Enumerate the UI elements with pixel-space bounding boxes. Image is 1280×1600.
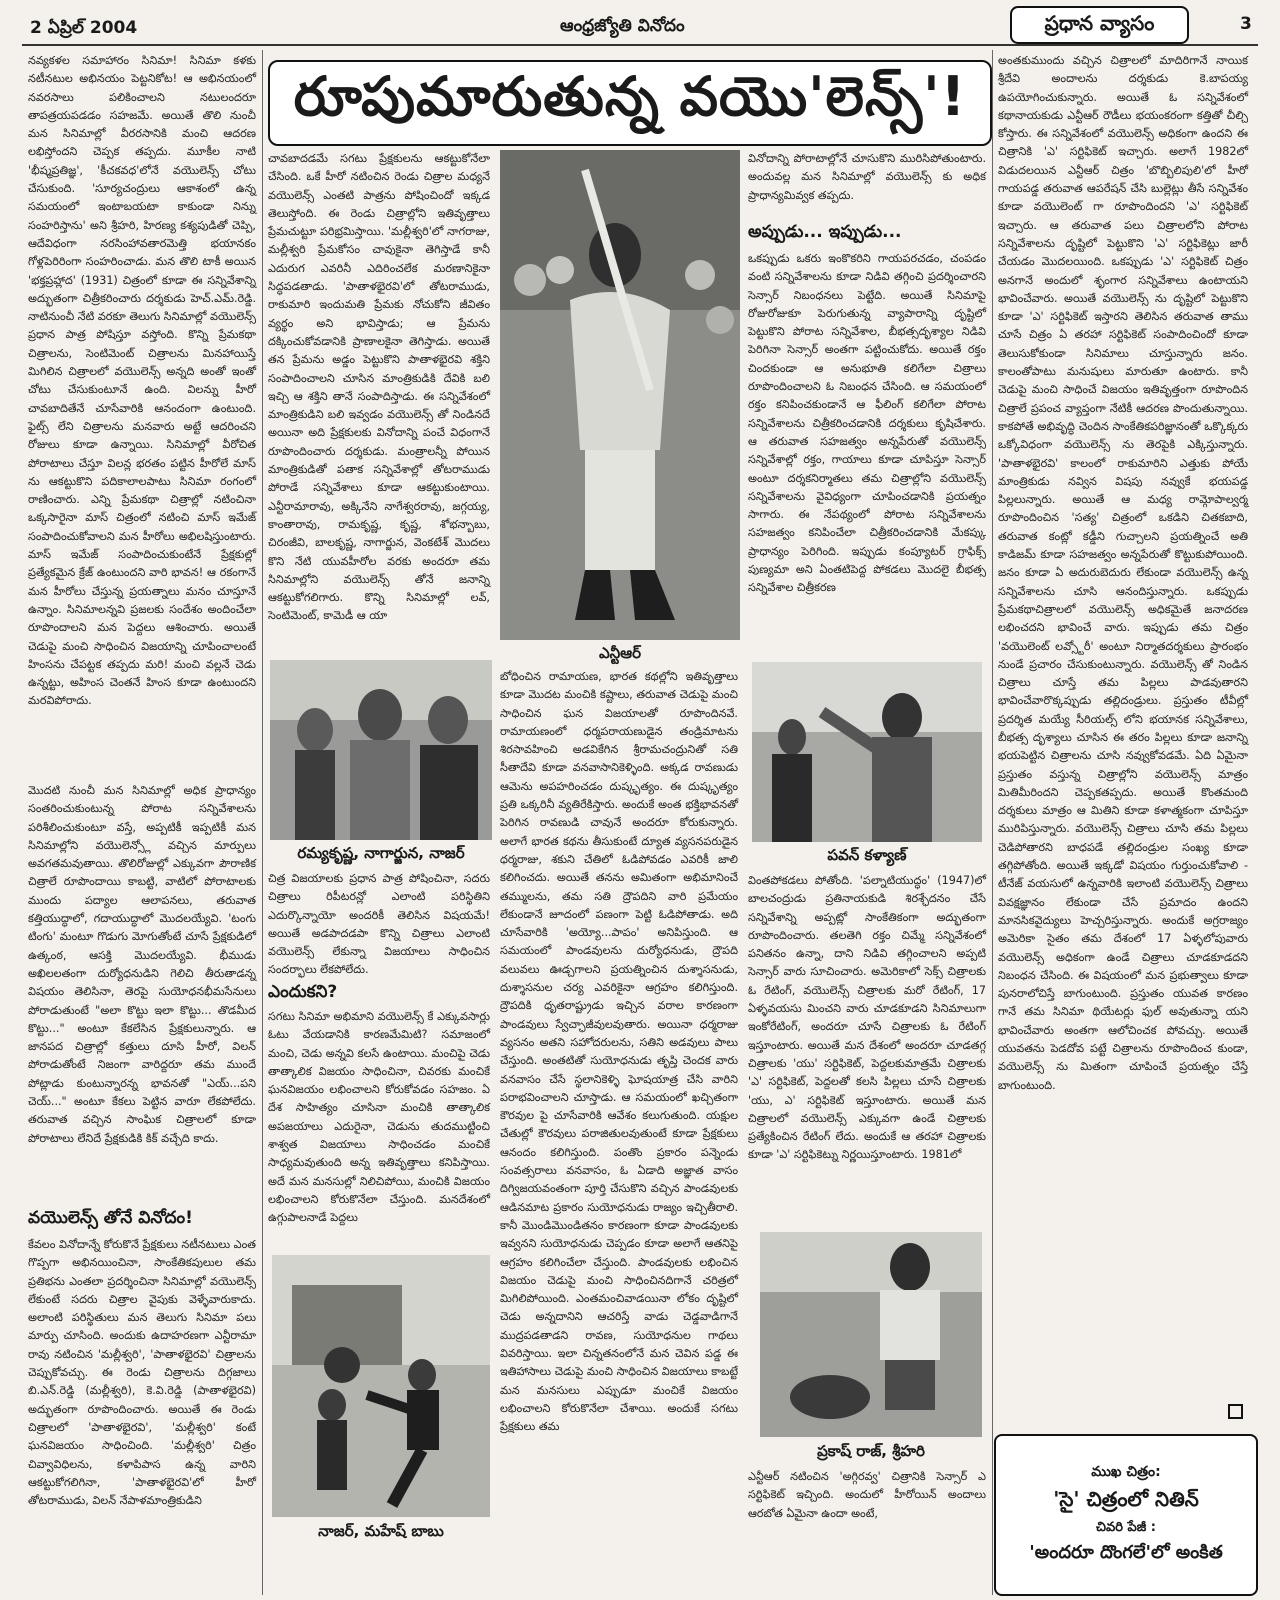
article-col1-part1: నవ్యకళల సమాహారం సినిమా! సినిమా కళకు నటీనటుల అభినయం పెట్టనికోట! ఆ అభినయంలో నవరసాలు పలికించాలని నటులందరూ తాపత్రయపడడం సహజమే. అయితే తొలి నుంచీ మన సినిమాల్లో వీరరసానికి మంచి ఆదరణ లభిస్తోందని చెప్పక తప్పదు. మూకీల నాటి 'భీష్మప్రతిజ్ఞ', 'కీచకవధ'లోనే వయొలెన్స్ చోటు చేసుకుంది. 'సూర్యచంద్రులు ఆకాశంలో ఉన్న సమయంలో ఇంటాబయటా కాకుండా నిన్ను సంహరిస్తాను' అని శ్రీహరి, హిరణ్య కశ్యపుడితో చెప్పి, ఆదేవిధంగా నరసింహావతారమెత్తి భయానకం గోళ్లపెరిరింగా సంహరించాడు. మన తొలి టాకీ అయిన 'భక్తప్రహ్లాద' (1931) చిత్రంలో కూడా ఈ సన్నివేశాన్ని అద్భుతంగా చిత్రీకరించారు దర్శకుడు హెచ్.ఎమ్.రెడ్డి. నాటినుంచీ నేటి వరకూ తెలుగు సినిమాల్లో వయొలెన్స్ ప్రధాన పాత్ర పోషిస్తూ వస్తోంది. కొన్ని ప్రేమకథా చిత్రాలను, సెంటిమెంట్ చిత్రాలను మినహాయిస్తే మిగిలిన చిత్రాలలో వయొలెన్స్ అన్నది అంతో ఇంతో చోటు చేసుకుంటూనే ఉంది. విలన్ను హీరో చావబాదితేనే చూసేవారికి ఆనందంగా ఉంటుంది. ఫైట్స్ లేని చిత్రాలను మనవారు అట్టే ఆదరించని రోజులు కూడా ఉన్నాయి. సినిమాల్లో వీరోచిత పోరాటాలు చేస్తూ విలన్ల భరతం పట్టిన హీరోలే మాస్ ను ఆకట్టుకొని పదికాలాలపాటు సినిమా రంగంలో రాణించారు. ఎన్ని ప్రేమకథా చిత్రాల్లో నటించినా ఒక్కసారైనా మాస్ చిత్రంలో నటించి మాస్ ఇమేజ్ సంపాదించుకోవాలని మన హీరోలు అభిలషిస్తుంటారు. మాస్ ఇమేజ్ సంపాదించుకుంటేనే ప్రేక్షకుల్లో ప్రత్యేకమైన క్రేజ్ ఉంటుందని వారి భావన! ఆ రకంగానే మన హీరోలు చేస్తున్న ప్రయత్నాలు మనం చూస్తూనే ఉన్నాం. సినిమాలన్నవి ప్రజలకు సందేశం అందించేలా రూపొందాలని మన పెద్దలు ఆశించారు. అయితే చెడుపై మంచి సాధించిన విజయాన్ని చూపించాలంటే హింసను చేపట్టక తప్పదు మరి! మంచి వల్లనే చెడు ఉన్నట్టు, అహింస చెంతనే హింస కూడా ఉంటుందని మరవిపోరాదు. [28,54,256,708]
photo-ntr [500,150,740,640]
cover-title: 'సై' చిత్రంలో నితిన్ [1053,1486,1199,1511]
article-col2-part2: చిత్ర విజయాలకు ప్రధాన పాత్ర పోషించినా, సదరు చిత్రాలు రిపీటరన్లో ఎలాంటి పరిస్థితిని ఎదుర్కొన్నాయో అందరికీ తెలిసిన విషయమే! అయితే అడపాదడపా కొన్ని చిత్రాలు ఎలాంటి వయొలెన్స్ లేకున్నా విజయాలు సాధించిన సందర్భాలు లేకపోలేదు. [268,872,490,977]
caption-ntr: ఎన్టీఆర్ [598,644,642,662]
cover-info-box [994,1434,1258,1596]
issue-date: 2 ఏప్రిల్ 2004 [30,18,138,38]
newspaper-name: ఆంధ్రజ్యోతి వినోదం [560,16,685,36]
cover-label: ముఖ చిత్రం: [1091,1463,1161,1480]
photo-nasser-maheshbabu [272,1255,490,1517]
article-col4-part2: ఒకప్పుడు ఒకరు ఇంకొకరిని గాయపరచడం, చంపడం వంటి సన్నివేశాలను కూడా నిడివి తగ్గించి ప్రదర్శించారని సెన్సార్ నిబంధనలు పెట్టేది. అయితే సినిమాపై రోజురోజుకూ పెరుగుతున్న వ్యాపారాన్ని దృష్టిలో పెట్టుకొని పోరాట సన్నివేశాల, బీభత్సదృశ్యాల నిడివి పెరిగినా సెన్సార్ అంతగా పట్టించుకోదు. అయితే రక్తం చిందకుండా ఆ అనుభూతి కలిగేలా చిత్రాలు రూపొందించాలని ఓ నిబంధన చేసింది. ఆ సమయంలో రక్తం కనిపించకుండానే ఆ ఫీలింగ్ కలిగేలా పోరాట సన్నివేశాలను చిత్రీకరించడానికి దర్శకులు కృషిచేశారు. ఆ తరువాత సహజత్వం అన్నపేరుతో వయొలెన్స్ సన్నివేశాల్లో రక్తం, గాయాలు కూడా చూపిస్తూ సెన్సార్ అంటూ దర్శకనిర్మాతలు తమ చిత్రాల్లోని వయొలెన్స్ సన్నివేశాలను వైవిధ్యంగా చూపించడానికి ప్రయత్నం సాగారు. ఈ నేపథ్యంలో పోరాట సన్నివేశాలను సహజత్వం కనిపించేలా చిత్రీకరించడానికి మేకప్కు ప్రాధాన్యం పెరిగింది. ఇప్పుడు కంప్యూటర్ గ్రాఫిక్స్ పుణ్యమా అని ఏంతటిపెద్ద పోకడలు మొదలై బీభత్స సన్నివేశాల చిత్రీకరణ [748,252,986,595]
back-page-title: 'అందరూ దొంగలే'లో అంకిత [1029,1541,1223,1563]
article-col5: అంతకుముందు వచ్చిన చిత్రాలలో మాదిరిగానే నాయిక శ్రీదేవి అందాలను దర్శకుడు కె.బాపయ్య ఉపయోగించుకున్నారు. అయితే ఓ సన్నివేశంలో కథానాయకుడు ఎన్టీఆర్ రౌడీలు భయంకరంగా కత్తితో చీల్చి కోస్తారు. ఈ సన్నివేశంలో వయొలెన్స్ అధికంగా ఉందని ఈ చిత్రానికి 'ఎ' సర్టిఫికెట్ ఇచ్చారు. అలాగే 1982లో విడుదలయిన ఎన్టీఆర్ చిత్రం 'బొబ్బిలిపులి'లో హీరో గాయపడ్డ తరువాత ఆపరేషన్ చేసి బుల్లెట్లు తీసే సన్నివేశం కూడా వయొలెంట్ గా రూపొందిందని 'ఎ' సర్టిఫికెట్ ఇచ్చారు. ఆ తరువాత పలు చిత్రాలలోని పోరాట సన్నివేశాలను దృష్టిలో పెట్టుకొని 'ఎ' సర్టిఫికెట్లు జారీ చేయడం మొదలయింది. ఒకప్పుడు 'ఎ' సర్టిఫికెట్ చిత్రం అనగానే అందులో శృంగార సన్నివేశాలు ఉంటాయని భావించేవారు. అయితే వయొలెన్స్ ను దృష్టిలో పెట్టుకొని కూడా 'ఎ' సర్టిఫికెట్ ఇస్తారని తెలిసిన తరువాత తాము చూసే చిత్రం ఏ తరహా సర్టిఫికెట్ సంపాదించిందో కూడా తెలుసుకోకుండా సినిమాలు చూస్తున్నారు జనం. కాలంతోపాటు మనుషులు మారుతూ ఉంటారు. కానీ చెడుపై మంచి సాధించే విజయం ఇతివృత్తంగా రూపొందిన చిత్రాలే ప్రపంచ వ్యాప్తంగా నేటికీ ఆదరణ పొందుతున్నాయి. కాకపోతే అభివృద్ధి చెందిన సాంకేతికపరిజ్ఞానంతో ఒక్కొక్కరు ఒక్కోవిధంగా వయొలెన్స్ ను తెరపైకి ఎక్కిస్తున్నారు. 'పాతాళభైరవి' కాలంలో రాకుమారిని ఎత్తుకు పోయే మాంత్రికుడు నవ్విన విషపు నవ్వుకే భయపడ్డ పిల్లలున్నారు. అయితే ఆ మధ్య రామ్గోపాల్వర్మ రూపొందించిన 'సత్య' చిత్రంలో ఒకడిని చితకబాది, తరువాత కంట్లో కడ్డీని గుచ్చాలని ప్రయత్నించే అతి కాడిజమ్ కూడా సహజత్వం అన్నపేరుతో కొట్టుకుపోయింది. జనం కూడా ఏ అదురుబెదురు లేకుండా వయొలెన్స్ ఉన్న సన్నివేశాలను చూసి ఆనందిస్తున్నారు. ఒకప్పుడు ప్రేమకథాచిత్రాలలో వయొలెన్స్ అధికమైతే జనాదరణ లభించదని భావించే వారు. ఇప్పుడు తమ చిత్రం 'వయొలెంట్ లవ్స్టోరీ' అంటూ నిర్మాతదర్శకులు ప్రారంభం నుండే ప్రచారం చేసుకుంటున్నారు. వయొలెన్స్ తో నిండిన చిత్రాలు చూస్తే తమ పిల్లలు పాడవుతారని భావించేవారొక్కప్పుడు తల్లిదండ్రులు. ప్రస్తుతం టీవీల్లో ప్రదర్శిత మయ్యే సీరియల్స్ లోని భయానక సన్నివేశాలు, బీభత్స దృశ్యాలు చూసిన ఈ తరం పిల్లలు కూడా జనాన్ని భయపెట్టిన చిత్రాలను చూసి నవ్వుకోవడమే. ఏది ఏమైనా ప్రస్తుతం వస్తున్న చిత్రాల్లోని వయొలెన్స్ మాత్రం మితిమీరిందని చెప్పకతప్పదు. అయితే కొంతమంది దర్శకులు మాత్రం ఆ మితిని కూడా కళాత్మకంగా చూపిస్తూ మురిపిస్తున్నారు. వయొలెన్స్ చిత్రాలు చూసి తమ పిల్లలు చెడిపోతారని బాధపడే తల్లిదండ్రుల సంఖ్య కూడా తగ్గిపోతోంది. అయితే ఇక్కడో విషయం గుర్తుంచుకోవాలి - టీనేజ్ వయసులో ఉన్నవారికి ఇలాంటి వయొలెన్స్ చిత్రాలు వివక్షజ్ఞానం లేకుండా చేసే ప్రమాదం ఉందని మానసికవైద్యులు హెచ్చరిస్తున్నారు. అందుకే అగ్రరాజ్యం అమెరికా సైతం తమ దేశంలో 17 ఏళ్ళలోపువారు వయొలెన్స్ అధికంగా ఉండే చిత్రాలు చూడకూడదని నిబంధన చేసింది. ఈ విషయంలో మన ప్రభుత్వాలు కూడా పునరాలోచిస్తే బాగుంటుంది. ప్రస్తుతం యువత కారణం గానే తమ సినిమా థియేటర్లు ఫుల్ అవుతున్నా యని భావించేవారు అంతగా ఆలోచించక పోవచ్చు. అయితే యువతను పెడదోవ పట్టే చిత్రాలను రూపొందించ కుండా, వయొలెన్స్ ను మితంగా చూపించే ప్రయత్నం చేస్తే బాగుంటుంది. [998,54,1248,1092]
photo-prakashraj-srihari [760,1232,982,1437]
section-label [1010,6,1189,44]
back-page-label: చివరి పేజీ : [1096,1519,1156,1535]
subhead-why: ఎందుకని? [268,982,338,1002]
column-divider [262,50,263,1595]
article-col2-part1: చావబాదడమే సగటు ప్రేక్షకులను ఆకట్టుకోనేలా చేసింది. ఒకే హీరో నటించిన రెండు చిత్రాల మధ్యనే వయొలెన్స్ ఎంతటి పాత్రను పోషించిందో ఇక్కడ తెలుస్తోంది. ఈ రెండు చిత్రాల్లోని ఇతివృత్తాలు ప్రేమచుట్టూ పరిభ్రమిస్తాయి. 'మల్లీశ్వరి'లో నాగరాజు, మల్లీశ్వరి ప్రేమకోసం చావుకైనా తెగిస్తాడే కానీ ఎదురుగ ఎవరినీ ఎదిరించలేక మరణానికైనా సిద్ధపడతాడు. 'పాతాళభైరవి'లో తోటరాముడు, రాకుమారి ఇందుమతి ప్రేమకు నోచుకోని జీవితం వ్యర్థం అని భావిస్తాడు; ఆ ప్రేమను దక్కించుకోవడానికి ప్రాణాలకైనా తెగిస్తాడు. అయితే తన ప్రేమను అడ్డం పెట్టుకొని పాతాళభైరవి శక్తిని సంపాదించాలని చూసిన మాంత్రికుడికి దేవికి బలి ఇచ్చి ఆ శక్తిని తానే సంపాదిస్తాడు. ఈ సన్నివేశంలో మాంత్రికుడిని బలి ఇవ్వడం వయొలెన్స్ తో నిండినదే అయినా అది ప్రేక్షకులకు వినోదాన్ని పంచే విధంగానే రూపొందించారు దర్శకుడు. మంత్రాలన్నీ పోయిన మాంత్రికుడితో పతాక సన్నివేశాల్లో తోటరాముడు పోరాడే సన్నివేశాలు కూడా ఆకట్టుకుంటాయి. ఎన్టీరామారావు, అక్కినేని నాగేశ్వరరావు, జగ్గయ్య, కాంతారావు, రామకృష్ణ, కృష్ణ, శోభన్బాబు, చిరంజీవి, బాలకృష్ణ, నాగార్జున, వెంకటేశ్ మొదలు కొని నేటి యువహీరోల వరకు అందరూ తమ సినిమాల్లోని వయొలెన్స్ తోనే జనాన్ని ఆకట్టుకోగలిగారు. కొన్ని సినిమాల్లో లవ్, సెంటిమెంట్, కామెడీ ఆ యా [268,152,490,623]
article-col4-part3: వింతపోకడలు పోతోంది. 'పల్నాటియుద్ధం' (1947)లో బాలచంద్రుడు ప్రతినాయకుడి శిరశ్ఛేదనం చేసే సన్నివేశాన్ని అప్పట్లో సాంకేతికంగా అద్భుతంగా రూపొందించారు. తలతెగి రక్తం చిమ్మే సన్నివేశంలో పనితనం ఉన్నా, దాని నిడివి తగ్గించాలని అప్పటి సెన్సార్ వారు సూచించారు. అమెరికాలో సెక్స్ చిత్రాలకు ఓ రేటింగ్, వయొలెన్స్ చిత్రాలకు మరో రేటింగ్, 17 ఏళ్ళవయసు మించని వారు చూడకూడని సినిమాలుగా ఇంకోరేటింగ్, అందరూ చూసే చిత్రాలకు ఓ రేటింగ్ ఇస్తూంటారు. అయితే మన దేశంలో అందరూ చూడతగ్గ చిత్రాలకు 'యు' సర్టిఫికెట్, పెద్దలకుమాత్రమే చిత్రాలకు 'ఎ' సర్టిఫికెట్, పెద్దలతో కలసి పిల్లలు చూసే చిత్రాలకు 'యు, ఎ' సర్టిఫికెట్ ఇస్తూంటారు. అయితే మన చిత్రాలలో వయొలెన్స్ ఎక్కువగా ఉండే చిత్రాలకు ప్రత్యేకించిన రేటింగ్ లేదు. అందుకే ఆ తరహా చిత్రాలకు కూడా 'ఎ' సర్టిఫికెట్ను నిర్ణయిస్తూంటారు. 1981లో [748,874,986,1162]
subhead-then-now: అప్పుడు... ఇప్పుడు... [748,222,902,242]
article-end-mark [1228,1404,1243,1419]
photo-pawankalyan [752,662,982,842]
caption-prakashraj: ప్రకాష్ రాజ్, శ్రీహరి [817,1442,925,1460]
section-label-text: ప్రధాన వ్యాసం [1044,10,1155,35]
page-number: 3 [1240,14,1252,34]
headline: రూపుమారుతున్న వయొ'లెన్స్'! [293,64,967,128]
column-divider [992,50,993,1595]
article-col1-part2: మొదటి నుంచీ మన సినిమాల్లో అధిక ప్రాధాన్యం సంతరించుకుంటున్న పోరాట సన్నివేశాలను పరిశీలించుకుంటూ వస్తే, అప్పటికీ ఇప్పటికీ మన సినిమాల్లోని వయొలెన్స్లో వచ్చిన మార్పులు అవగతమవుతాయి. తొలిరోజుల్లో ఎక్కువగా పౌరాణిక చిత్రాలే రూపొందాయి కాబట్టి, వాటిలో పోరాటాలకు ముందు పద్యాల ఆలాపనలు, తరువాత కత్తియుద్ధాలో, గదాయుద్ధాలో మొదలయ్యేవి. 'టంగు టింగు' మంటూ గొడుగు మోగుతోంటే చూసే ప్రేక్షకుడిలో ఉత్కంఠ, ఆసక్తి మొదలయ్యేవి. భీముడు అఖిలలతంగా దుర్యోధనుడిని గెలిచి తీరుతాడన్న విషయం తెలిసినా, తెరపై సుయోధనభీమసేనులు పోరాడుతుంటే "అలా కొట్టు ఇలా కొట్టు... తొడమీద కొట్టు..." అంటూ కేకలేసిన ప్రేక్షకులున్నారు. ఆ జానపద చిత్రాల్లో కత్తులు దూసి హీరో, విలన్ పోరాడుతోంటే నిజంగా వారిద్దరూ తమ ముందే పోట్లాడు కుంటున్నారన్న భావనతో "ఎయ్...పని చెయ్..." అంటూ కేకలు పెట్టిన వారూ లేకపోలేదు. తరువాత వచ్చిన సాంఘిక చిత్రాలలో కూడా పోరాటాలు లేనిదే ప్రేక్షకుడికి కిక్ వచ్చేది కాదు. [28,784,256,1145]
caption-ramyakrishna: రమ్యకృష్ణ, నాగార్జున, నాజర్ [297,844,465,862]
article-col1-part3: కేవలం వినోదాన్నే కోరుకొనే ప్రేక్షకులు నటీనటులు ఎంత గొప్పగా అభినయించినా, సాంకేతికపులుల తమ ప్రతిభను ఎంతలా ప్రదర్శించినా సినిమాల్లో వయొలెన్స్ లేకుంటే సదరు చిత్రాల వైపుకు వెళ్ళేవారుకాదు. అలాంటి పరిస్థితులు మన తెలుగు సినిమా పలు మార్పు చూసింది. అందుకు ఉదాహరణగా ఎన్టీరామా రావు నటించిన 'మల్లీశ్వరి', 'పాతాళభైరవి' చిత్రాలను చెప్పుకోవచ్చు. ఈ రెండు చిత్రాలను దిగ్గజాలు బి.ఎన్.రెడ్డి (మల్లీశ్వరి), కె.వి.రెడ్డి (పాతాళభైరవి) అద్భుతంగా రూపొందించారు. అయితే ఈ రెండు చిత్రాలలో 'పాతాళభైరవి', 'మల్లీశ్వరి' కంటే ఘనవిజయం సాధించింది. 'మల్లీశ్వరి' చిత్రం చివ్వావిధిలను, కళాపిపాస ఉన్న వారిని ఆకట్టుకోగలిగినా, 'పాతాళభైరవి'లో హీరో తోటరాముడు, విలన్ నేపాళమాంత్రికుడిని [28,1238,256,1508]
caption-nasser: నాజర్, మహేష్ బాబు [318,1522,444,1540]
photo-ramyakrishna-nagarjuna-nasser [270,660,492,840]
article-col4-part1: వినోదాన్ని పోరాటాల్లోనే చూసుకొని మురిసిపోతుంటారు. అందువల్ల మన సినిమాల్లో వయొలెన్స్ కు అధిక ప్రాధాన్యమివ్వక తప్పదు. [748,152,986,202]
article-col4-part4: ఎన్టీఆర్ నటించిన 'అగ్గిరవ్వ' చిత్రానికి సెన్సార్ ఎ సర్టిఫికెట్ ఇచ్చింది. అందులో హీరోయిన్ అందాలు ఆరబోత ఏమైనా ఉందా అంటే, [748,1470,986,1520]
headline-box [268,60,992,146]
caption-pawankalyan: పవన్ కళ్యాణ్ [827,846,907,864]
subhead-violence-entertainment: వయొలెన్స్ తోనే వినోదం! [28,1208,193,1228]
header-rule [22,44,1258,46]
article-col3: బోధించిన రామాయణ, భారత కథల్లోని ఇతివృత్తాలు కూడా మొదట మంచికి కష్టాలు, తరువాత చెడుపై మంచి సాధించిన ఘన విజయాలతో రూపొందినవే. రామాయణంలో ధర్మపరాయణుడైన తండ్రిమాటను శిరసావహించి అడవికేగిన శ్రీరామచంద్రునితో సతి సీతాదేవి కూడా వనవాసానికెళ్ళింది. అక్కడ రావణుడు ఆమెను అపహరించడం దుష్కృత్యం. ఈ దుష్కృత్యం ప్రతి ఒక్కరినీ వ్యతిరేకిస్తారు. అందుకే అంత భక్తిభావనతో పెరిగిన రావణుడి చావునే అందరూ కోరుకున్నారు. అలాగే భారత కథను తీసుకుంటే ద్యూత వ్యసనపరుడైన ధర్మరాజు, శకుని చేతిలో ఓడిపోవడం ఎవరికీ జాలి కలిగించదు. అయితే తనను అమితంగా అభిమానించే తమ్ములను, తమ సతి ద్రౌపదిని వారి ప్రమేయం లేకుండానే జూదంలో పణంగా పెట్టి ఓడిపోతాడు. అది చూసేవారికి 'అయ్యో...పాపం' అనిపిస్తుంది. ఆ సమయంలో పాండవులను దుర్యోధనుడు, ద్రౌపది వలువలు ఊడ్చగాలని ప్రయత్నించిన దుశ్శాసనుడు, దుశ్శాసనుల చర్య ఎవరికైనా ఆగ్రహం కలిగిస్తుంది. ద్రౌపదికి ధృతరాష్ట్రుడు ఇచ్చిన వరాల కారణంగా పాండవులు స్వేచ్ఛాజీవులవుతారు. అయినా ధర్మరాజు వ్యసనం అతని సహోదరులను, సతిని అడవులు పాలు చేస్తుంది. అంతటితో సుయోధనుడు తృప్తి చెందక వారు వనవాసం చేసే స్థలానికెళ్ళి ఘోషయాత్ర చేసి వారిని పరాభవించాలని చూస్తాడు. ఆ సమయంలో ఖచ్చితంగా కౌరవుల పై చూసేవారికి ఆవేశం కలుగుతుంది. యక్షుల చేతుల్లో కౌరవులు పరాజితులవుతుంటే కూడా ప్రేక్షకులు ఆనందం కలిగిస్తుంది. పంతొం ప్రకారం పన్నెండు సంవత్సరాలు వనవాసం, ఓ ఏడాది అజ్ఞాత వాసం దిగ్విజయవంతంగా పూర్తి చేసుకొని వచ్చిన పాండవులకు ఆడినమాట ప్రకారం సుయోధనుడు రాజ్యం ఇచ్చితీరాలి. కానీ మొండిమొండితనం కారణంగా కూడా పాండవులకు ఇవ్వనని సుయోధనుడు చెప్పడం కూడా అలాగే ఆతనిపై ఆగ్రహం కలిగించేలా చేస్తుంది. పాండవులకు లభించిన విజయం చెడుపై మంచి సాధించినదిగానే చరిత్రలో మిగిలిపోయింది. ఎంతమంచివాడయినా లోకం దృష్టిలో చెడు అన్నదానిని ఆచరిస్తే వాడు చెడ్డవాడిగానే ముద్రపడతాడని రావణ, సుయోధనుల గాథలు వివరిస్తాయి. ఇలా చిన్నతనంలోనే మన చెవిన పడ్డ ఈ ఇతిహాసాలు చెడుపై మంచి సాధించిన విజయాలు కాబట్టే మన మనసులు ఎప్పుడూ మంచికే విజయం లభించాలని కోరుకొనేలా చేశాయి. అందుకే సగటు ప్రేక్షకులు తమ [500,670,738,1434]
article-col2-part3: సగటు సినిమా అభిమాని వయొలెన్స్ కే ఎక్కువసార్లు ఓటు వేయడానికి కారణమేమిటి? సమాజంలో మంచి, చెడు అన్నవి కలసే ఉంటాయి. మంచిపై చెడు తాత్కాలిక విజయం సాధించినా, చివరకు మంచికే ఘనవిజయం లభించాలని కోరుకోవడం సహజం. ఏ దేశ సాహిత్యం చూసినా మంచికి తాత్కాలిక అపజయాలు ఎదురైనా, చెడును తుదముట్టించి శాశ్వత విజయాలు సాధించడం మంచికే సాధ్యమవుతుంది అన్న ఇతివృత్తాలు కనిపిస్తాయి. అదే మన మనసుల్లో నిలిచిపోయి, మంచికి విజయం లభించాలని కోరుకొనేలా చేస్తుంది. మనదేశంలో ఉగ్గుపాలనాడే పెద్దలు [268,1010,490,1225]
